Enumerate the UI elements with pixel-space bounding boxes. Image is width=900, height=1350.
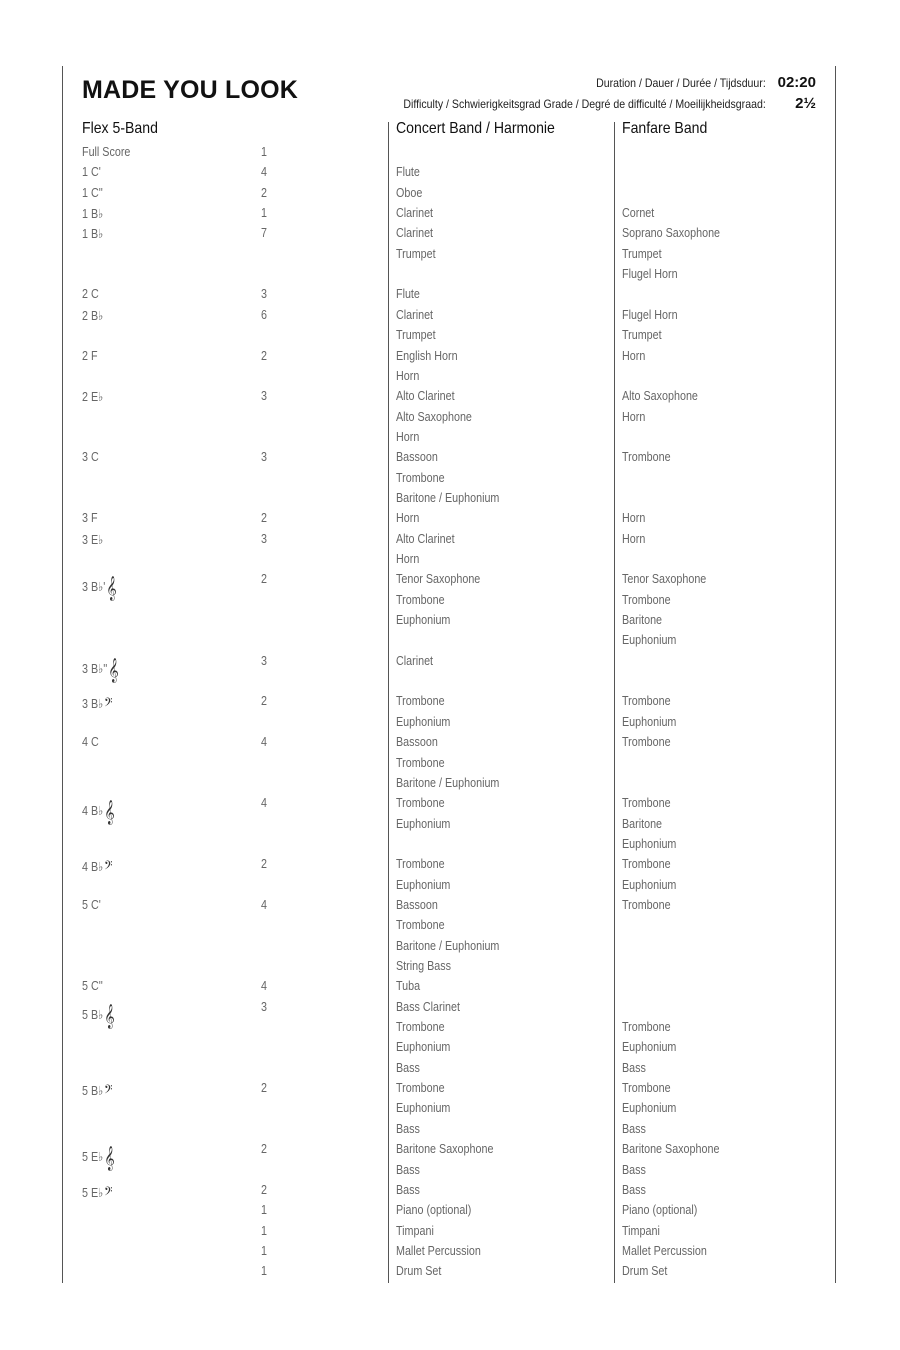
- duration-label: Duration / Dauer / Durée / Tijdsduur:: [596, 76, 766, 90]
- concert-instrument: Timpani: [396, 1224, 434, 1238]
- flex-band-heading: Flex 5-Band: [82, 120, 158, 137]
- concert-instrument: Clarinet: [396, 226, 434, 240]
- concert-instrument: Trombone: [396, 1020, 445, 1034]
- part-count: 3: [261, 450, 267, 464]
- concert-instrument: Tuba: [396, 979, 421, 993]
- part-count: 6: [261, 308, 267, 322]
- concert-instrument: Baritone / Euphonium: [396, 491, 500, 505]
- concert-instrument: Horn: [396, 369, 420, 383]
- concert-instrument: Trombone: [396, 857, 445, 871]
- part-count: 1: [261, 1203, 267, 1217]
- part-count: 1: [261, 1264, 267, 1278]
- instrument-part: 5 C': [82, 898, 101, 912]
- treble-clef-icon: 𝄞: [104, 1004, 115, 1028]
- concert-instrument: Horn: [396, 552, 420, 566]
- difficulty-label: Difficulty / Schwierigkeitsgrad Grade / Degré de difficulté / Moeilijkheidsgraad:: [403, 97, 766, 111]
- treble-clef-icon: 𝄞: [104, 1146, 115, 1170]
- difficulty-value: 2½: [795, 95, 816, 112]
- fanfare-instrument: Timpani: [622, 1224, 660, 1238]
- instrument-part: 3 E♭: [82, 533, 104, 547]
- part-count: 4: [261, 979, 267, 993]
- part-count: 2: [261, 349, 267, 363]
- instrument-part: 5 C'': [82, 979, 103, 993]
- instrument-part: 1 C': [82, 165, 101, 179]
- concert-instrument: Euphonium: [396, 613, 451, 627]
- concert-instrument: Trombone: [396, 694, 445, 708]
- part-count: 1: [261, 1244, 267, 1258]
- concert-instrument: Trombone: [396, 471, 445, 485]
- bass-clef-icon: 𝄢: [104, 695, 113, 713]
- bass-clef-icon: 𝄢: [104, 858, 113, 876]
- part-count: 1: [261, 1224, 267, 1238]
- concert-instrument: English Horn: [396, 349, 458, 363]
- instrument-part: 5 E♭𝄢: [82, 1184, 113, 1202]
- fanfare-instrument: Flugel Horn: [622, 267, 678, 281]
- concert-instrument: Trombone: [396, 593, 445, 607]
- instrument-part: 5 B♭𝄢: [82, 1082, 113, 1100]
- concert-instrument: Flute: [396, 165, 420, 179]
- concert-instrument: Baritone / Euphonium: [396, 939, 500, 953]
- part-count: 7: [261, 226, 267, 240]
- instrument-part: 2 F: [82, 349, 98, 363]
- fanfare-instrument: Horn: [622, 349, 646, 363]
- concert-instrument: Tenor Saxophone: [396, 572, 481, 586]
- concert-instrument: Bass Clarinet: [396, 1000, 460, 1014]
- instrument-part: 4 B♭𝄢: [82, 858, 113, 876]
- fanfare-instrument: Euphonium: [622, 715, 677, 729]
- concert-instrument: Drum Set: [396, 1264, 442, 1278]
- concert-instrument: Bass: [396, 1163, 420, 1177]
- part-count: 1: [261, 206, 267, 220]
- part-count: 2: [261, 511, 267, 525]
- instrument-part: 5 E♭𝄞: [82, 1146, 115, 1170]
- fanfare-instrument: Horn: [622, 410, 646, 424]
- concert-band-heading: Concert Band / Harmonie: [396, 120, 555, 137]
- part-count: 3: [261, 654, 267, 668]
- fanfare-instrument: Drum Set: [622, 1264, 668, 1278]
- fanfare-instrument: Euphonium: [622, 1040, 677, 1054]
- concert-instrument: Bassoon: [396, 735, 438, 749]
- part-count: 3: [261, 287, 267, 301]
- part-count: 2: [261, 572, 267, 586]
- concert-instrument: Clarinet: [396, 206, 434, 220]
- fanfare-instrument: Trombone: [622, 450, 671, 464]
- fanfare-instrument: Soprano Saxophone: [622, 226, 721, 240]
- fanfare-instrument: Tenor Saxophone: [622, 572, 707, 586]
- left-margin-line: [62, 66, 63, 1283]
- part-count: 2: [261, 857, 267, 871]
- part-count: 2: [261, 1081, 267, 1095]
- part-count: 3: [261, 389, 267, 403]
- part-count: 4: [261, 796, 267, 810]
- concert-instrument: Trombone: [396, 756, 445, 770]
- duration-value: 02:20: [777, 74, 816, 91]
- concert-instrument: Alto Clarinet: [396, 389, 455, 403]
- concert-instrument: String Bass: [396, 959, 451, 973]
- fanfare-instrument: Horn: [622, 511, 646, 525]
- concert-instrument: Alto Clarinet: [396, 532, 455, 546]
- fanfare-instrument: Bass: [622, 1163, 646, 1177]
- fanfare-instrument: Trombone: [622, 898, 671, 912]
- fanfare-instrument: Trombone: [622, 857, 671, 871]
- concert-instrument: Bassoon: [396, 898, 438, 912]
- fanfare-instrument: Trombone: [622, 735, 671, 749]
- concert-instrument: Baritone / Euphonium: [396, 776, 500, 790]
- instrument-part: 1 B♭: [82, 227, 104, 241]
- part-count: 2: [261, 186, 267, 200]
- right-margin-line: [835, 66, 836, 1283]
- fanfare-instrument: Baritone Saxophone: [622, 1142, 720, 1156]
- instrument-part: 2 C: [82, 287, 99, 301]
- fanfare-instrument: Trombone: [622, 796, 671, 810]
- concert-instrument: Clarinet: [396, 308, 434, 322]
- page-title: MADE YOU LOOK: [82, 76, 299, 104]
- concert-instrument: Mallet Percussion: [396, 1244, 481, 1258]
- instrument-part: 3 B♭'𝄞: [82, 576, 117, 600]
- fanfare-instrument: Euphonium: [622, 837, 677, 851]
- concert-instrument: Alto Saxophone: [396, 410, 472, 424]
- fanfare-band-heading: Fanfare Band: [622, 120, 708, 137]
- bass-clef-icon: 𝄢: [104, 1184, 113, 1202]
- fanfare-instrument: Piano (optional): [622, 1203, 698, 1217]
- treble-clef-icon: 𝄞: [106, 576, 117, 600]
- fanfare-instrument: Alto Saxophone: [622, 389, 698, 403]
- concert-instrument: Bass: [396, 1061, 420, 1075]
- instrument-part: 2 E♭: [82, 390, 104, 404]
- fanfare-instrument: Trumpet: [622, 328, 662, 342]
- concert-instrument: Euphonium: [396, 1101, 451, 1115]
- instrument-part: Full Score: [82, 145, 131, 159]
- part-count: 4: [261, 735, 267, 749]
- concert-instrument: Bass: [396, 1122, 420, 1136]
- part-count: 4: [261, 898, 267, 912]
- concert-instrument: Trombone: [396, 796, 445, 810]
- fanfare-instrument: Trombone: [622, 694, 671, 708]
- part-count: 3: [261, 532, 267, 546]
- concert-instrument: Clarinet: [396, 654, 434, 668]
- concert-instrument: Flute: [396, 287, 420, 301]
- part-count: 4: [261, 165, 267, 179]
- bass-clef-icon: 𝄢: [104, 1082, 113, 1100]
- fanfare-instrument: Baritone: [622, 613, 663, 627]
- concert-column-divider: [388, 122, 389, 1283]
- fanfare-instrument: Trombone: [622, 1081, 671, 1095]
- instrument-part: 3 B♭''𝄞: [82, 658, 119, 682]
- concert-instrument: Bassoon: [396, 450, 438, 464]
- fanfare-instrument: Baritone: [622, 817, 663, 831]
- concert-instrument: Trumpet: [396, 247, 436, 261]
- treble-clef-icon: 𝄞: [108, 658, 119, 682]
- fanfare-instrument: Bass: [622, 1061, 646, 1075]
- concert-instrument: Baritone Saxophone: [396, 1142, 494, 1156]
- part-count: 3: [261, 1000, 267, 1014]
- instrument-part: 4 B♭𝄞: [82, 800, 115, 824]
- part-count: 2: [261, 694, 267, 708]
- treble-clef-icon: 𝄞: [104, 800, 115, 824]
- fanfare-instrument: Euphonium: [622, 633, 677, 647]
- concert-instrument: Euphonium: [396, 1040, 451, 1054]
- fanfare-instrument: Trombone: [622, 1020, 671, 1034]
- fanfare-instrument: Mallet Percussion: [622, 1244, 707, 1258]
- fanfare-instrument: Bass: [622, 1183, 646, 1197]
- concert-instrument: Euphonium: [396, 817, 451, 831]
- concert-instrument: Trombone: [396, 918, 445, 932]
- instrument-part: 5 B♭𝄞: [82, 1004, 115, 1028]
- fanfare-column-divider: [614, 122, 615, 1283]
- part-count: 1: [261, 145, 267, 159]
- concert-instrument: Euphonium: [396, 878, 451, 892]
- fanfare-instrument: Euphonium: [622, 1101, 677, 1115]
- fanfare-instrument: Cornet: [622, 206, 655, 220]
- fanfare-instrument: Bass: [622, 1122, 646, 1136]
- concert-instrument: Oboe: [396, 186, 423, 200]
- part-count: 2: [261, 1183, 267, 1197]
- concert-instrument: Horn: [396, 511, 420, 525]
- instrument-part: 1 C'': [82, 186, 103, 200]
- concert-instrument: Trumpet: [396, 328, 436, 342]
- fanfare-instrument: Trumpet: [622, 247, 662, 261]
- fanfare-instrument: Trombone: [622, 593, 671, 607]
- part-count: 2: [261, 1142, 267, 1156]
- instrument-part: 3 B♭𝄢: [82, 695, 113, 713]
- instrument-part: 2 B♭: [82, 309, 104, 323]
- instrument-part: 3 F: [82, 511, 98, 525]
- instrument-part: 3 C: [82, 450, 99, 464]
- instrument-part: 4 C: [82, 735, 99, 749]
- fanfare-instrument: Horn: [622, 532, 646, 546]
- fanfare-instrument: Flugel Horn: [622, 308, 678, 322]
- concert-instrument: Bass: [396, 1183, 420, 1197]
- concert-instrument: Trombone: [396, 1081, 445, 1095]
- fanfare-instrument: Euphonium: [622, 878, 677, 892]
- concert-instrument: Piano (optional): [396, 1203, 472, 1217]
- concert-instrument: Horn: [396, 430, 420, 444]
- concert-instrument: Euphonium: [396, 715, 451, 729]
- instrument-part: 1 B♭: [82, 207, 104, 221]
